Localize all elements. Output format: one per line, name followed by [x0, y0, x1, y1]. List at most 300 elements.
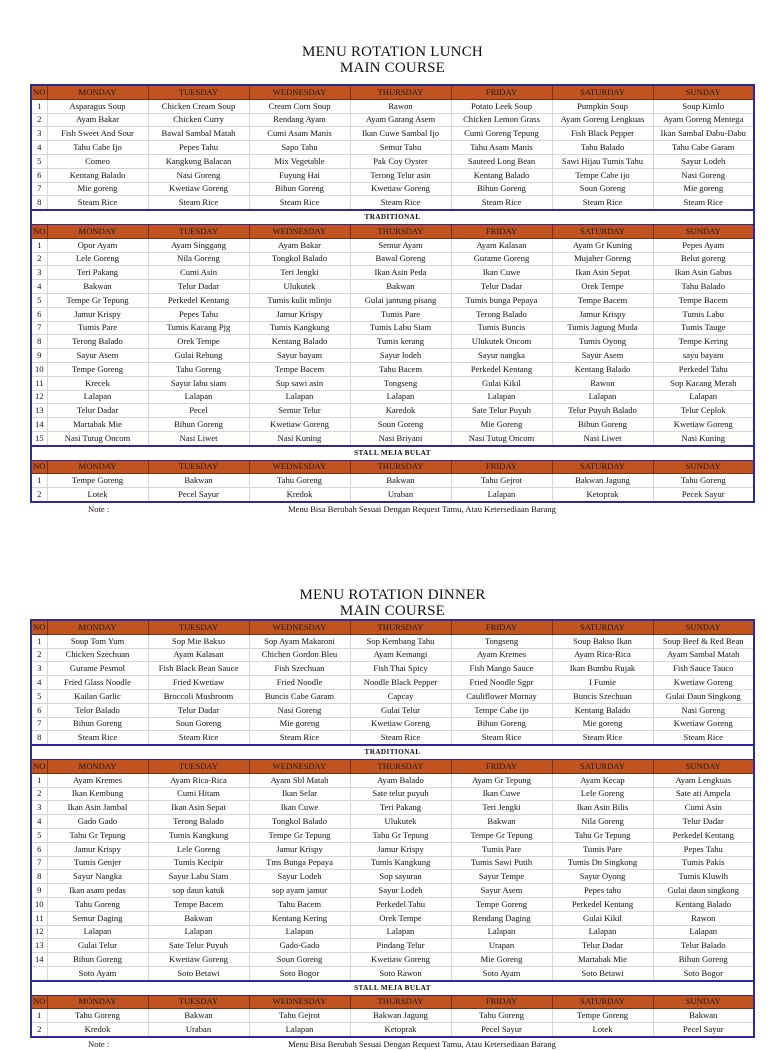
menu-cell: Sayur Lodeh: [653, 154, 754, 168]
table-row: [31, 362, 754, 376]
menu-cell: Tumis Pare: [552, 842, 653, 856]
lunch-title: MENU ROTATION LUNCH: [302, 44, 483, 60]
menu-cell: Tumis Kecipir: [148, 856, 249, 870]
menu-cell: Sapo Tahu: [249, 141, 350, 155]
menu-cell: Ayam Bakar: [47, 113, 148, 127]
menu-cell: Sop Mie Bakso: [148, 634, 249, 648]
col-header-friday: FRIDAY: [451, 620, 552, 634]
menu-cell: Perkedel Tahu: [653, 362, 754, 376]
menu-cell: Bihun Goreng: [249, 182, 350, 196]
menu-cell: Ikan Asin Jambal: [47, 801, 148, 815]
table-row: [31, 418, 754, 432]
menu-cell: Tahu Goreng: [451, 1009, 552, 1023]
menu-cell: Telur Dadar: [148, 280, 249, 294]
row-number: 3: [31, 266, 47, 280]
row-number: 7: [31, 321, 47, 335]
menu-cell: Ayam Rica-Rica: [552, 648, 653, 662]
menu-cell: Ayam Gr Kuning: [552, 238, 653, 252]
menu-cell: Steam Rice: [653, 196, 754, 210]
lunch-table: [30, 84, 755, 503]
table-row: [31, 154, 754, 168]
row-number: 2: [31, 113, 47, 127]
row-number: 9: [31, 349, 47, 363]
menu-cell: Steam Rice: [451, 196, 552, 210]
col-header-friday: FRIDAY: [451, 85, 552, 99]
menu-cell: Chicken Lemon Grass: [451, 113, 552, 127]
menu-cell: Chicken Szechuan: [47, 648, 148, 662]
dinner-title: MENU ROTATION DINNER: [299, 587, 486, 603]
table-row: [31, 870, 754, 884]
menu-cell: Bakwan: [350, 474, 451, 488]
menu-cell: Ulukutek: [350, 815, 451, 829]
menu-cell: Pumpkin Soup: [552, 99, 653, 113]
menu-cell: Nasi Tutug Oncom: [47, 431, 148, 445]
col-header-wednesday: WEDNESDAY: [249, 460, 350, 474]
menu-cell: Telur Dadar: [653, 815, 754, 829]
menu-cell: Ulukutek Oncom: [451, 335, 552, 349]
menu-cell: Tahu Bacem: [350, 362, 451, 376]
col-header-tuesday: TUESDAY: [148, 85, 249, 99]
menu-cell: Steam Rice: [552, 731, 653, 745]
menu-cell: Teri Pakang: [350, 801, 451, 815]
menu-cell: Pepes Tahu: [653, 842, 754, 856]
menu-cell: Bihun Goreng: [47, 953, 148, 967]
menu-cell: Buncis Cabe Garam: [249, 689, 350, 703]
table-row: [31, 773, 754, 787]
col-header-monday: MONDAY: [47, 460, 148, 474]
menu-cell: Soto Betawi: [552, 966, 653, 980]
col-header-wednesday: WEDNESDAY: [249, 620, 350, 634]
section-label: STALL MEJA BULAT: [31, 446, 754, 460]
section-row: [31, 210, 754, 224]
menu-cell: Bakwan: [148, 474, 249, 488]
menu-cell: Gado Gado: [47, 815, 148, 829]
table-row: [31, 648, 754, 662]
menu-cell: Tongkol Balado: [249, 252, 350, 266]
row-number: 2: [31, 648, 47, 662]
menu-cell: Cumi Asam Manis: [249, 127, 350, 141]
col-header-monday: MONDAY: [47, 85, 148, 99]
menu-cell: Pepes tahu: [552, 884, 653, 898]
menu-cell: Lotek: [552, 1023, 653, 1037]
row-number: [31, 966, 47, 980]
menu-cell: Tahu Goreng: [249, 474, 350, 488]
menu-cell: Ikan Selar: [249, 787, 350, 801]
menu-cell: Tempe Bacem: [148, 897, 249, 911]
row-number: 6: [31, 842, 47, 856]
table-row: [31, 731, 754, 745]
menu-cell: Terong Balado: [148, 815, 249, 829]
col-header-thursday: THURSDAY: [350, 759, 451, 773]
table-row: [31, 238, 754, 252]
menu-cell: Kwetiaw Goreng: [350, 953, 451, 967]
menu-cell: Terong Balado: [451, 307, 552, 321]
menu-cell: Ikan Cuwe: [451, 787, 552, 801]
row-number: 3: [31, 662, 47, 676]
menu-cell: Terong Balado: [47, 335, 148, 349]
menu-cell: Lalapan: [350, 390, 451, 404]
table-row: [31, 689, 754, 703]
menu-cell: Lalapan: [47, 390, 148, 404]
table-row: [31, 404, 754, 418]
section-label: TRADITIONAL: [31, 210, 754, 224]
header-row: [31, 759, 754, 773]
menu-cell: Kentang Balado: [451, 168, 552, 182]
row-number: 11: [31, 376, 47, 390]
menu-cell: Jamur Krispy: [47, 307, 148, 321]
menu-cell: Lalapan: [148, 925, 249, 939]
menu-cell: Tumis Sawi Putih: [451, 856, 552, 870]
menu-cell: Ayam Kalasan: [451, 238, 552, 252]
menu-cell: Tahu Cabe Ijo: [47, 141, 148, 155]
menu-cell: Lalapan: [148, 390, 249, 404]
menu-cell: Kwetiaw Goreng: [148, 182, 249, 196]
menu-cell: Ikan Bumbu Rujak: [552, 662, 653, 676]
menu-cell: Kentang Balado: [249, 335, 350, 349]
col-header-saturday: SATURDAY: [552, 224, 653, 238]
menu-cell: Telur Balado: [653, 939, 754, 953]
menu-cell: Kwetiaw Goreng: [350, 717, 451, 731]
menu-cell: Lalapan: [249, 1023, 350, 1037]
menu-cell: Tumis Oyong: [552, 335, 653, 349]
menu-cell: Bakwan: [47, 280, 148, 294]
header-row: [31, 85, 754, 99]
menu-cell: Sayur Tempe: [451, 870, 552, 884]
menu-cell: Tahu Goreng: [653, 474, 754, 488]
menu-cell: Mie goreng: [249, 717, 350, 731]
menu-cell: Lele Goreng: [148, 842, 249, 856]
menu-cell: Kangkung Balacan: [148, 154, 249, 168]
menu-cell: Bihun Goreng: [451, 182, 552, 196]
menu-cell: Ayam Kremes: [47, 773, 148, 787]
row-number: 6: [31, 703, 47, 717]
table-row: [31, 280, 754, 294]
menu-cell: Kentang Balado: [552, 362, 653, 376]
lunch-subtitle: MAIN COURSE: [339, 60, 446, 76]
menu-cell: Telur Ceplok: [653, 404, 754, 418]
menu-cell: Ayam Kalasan: [148, 648, 249, 662]
col-header-sunday: SUNDAY: [653, 85, 754, 99]
note-label: Note :: [88, 503, 110, 514]
menu-cell: Kwetiaw Goreng: [653, 717, 754, 731]
menu-cell: Martabak Mie: [47, 418, 148, 432]
menu-cell: Kwetiaw Goreng: [249, 418, 350, 432]
menu-cell: Ayam Gr Tepung: [451, 773, 552, 787]
menu-cell: Ikan Asin Peda: [350, 266, 451, 280]
table-row: [31, 662, 754, 676]
menu-cell: Tahu Goreng: [148, 362, 249, 376]
row-number: 4: [31, 676, 47, 690]
col-header-monday: MONDAY: [47, 224, 148, 238]
menu-cell: Sauteed Long Bean: [451, 154, 552, 168]
menu-cell: Ikan asam pedas: [47, 884, 148, 898]
menu-cell: Tahu Gejrot: [451, 474, 552, 488]
col-header-tuesday: TUESDAY: [148, 460, 249, 474]
menu-cell: Orek Tempe: [350, 911, 451, 925]
menu-cell: Sawi Hijau Tumis Tahu: [552, 154, 653, 168]
menu-cell: Steam Rice: [350, 731, 451, 745]
menu-cell: Bihun Goreng: [47, 717, 148, 731]
table-row: [31, 911, 754, 925]
menu-cell: Kentang Balado: [47, 168, 148, 182]
menu-cell: Perkedel Kentang: [552, 897, 653, 911]
menu-cell: Nasi Kuning: [653, 431, 754, 445]
col-header-tuesday: TUESDAY: [148, 995, 249, 1009]
menu-cell: Tempe Cabe ijo: [552, 168, 653, 182]
menu-cell: Bihun Goreng: [552, 418, 653, 432]
table-row: [31, 966, 754, 980]
table-row: [31, 390, 754, 404]
header-row: [31, 620, 754, 634]
table-row: [31, 717, 754, 731]
menu-cell: sop ayam jamur: [249, 884, 350, 898]
menu-cell: Rawon: [350, 99, 451, 113]
menu-cell: Tahu Gr Tepung: [350, 828, 451, 842]
menu-cell: Bawal Goreng: [350, 252, 451, 266]
menu-cell: Tumis Buncis: [451, 321, 552, 335]
menu-cell: Martabak Mie: [552, 953, 653, 967]
menu-cell: Tumis Kangkung: [350, 856, 451, 870]
col-header-tuesday: TUESDAY: [148, 224, 249, 238]
menu-cell: Sate Telur Puyuh: [148, 939, 249, 953]
menu-cell: Kwetiaw Goreng: [148, 953, 249, 967]
menu-cell: Sayur labu siam: [148, 376, 249, 390]
menu-cell: Semur Telur: [249, 404, 350, 418]
dinner-note: [30, 1038, 755, 1050]
row-number: 5: [31, 828, 47, 842]
note-text: Menu Bisa Berubah Sesuai Dengan Request Tamu, Atau Ketersediaan Barang: [288, 503, 556, 514]
row-number: 1: [31, 634, 47, 648]
menu-cell: Pecel Sayur: [451, 1023, 552, 1037]
col-header-no: NO: [31, 759, 47, 773]
menu-cell: Lotek: [47, 488, 148, 502]
menu-cell: Ayam Bakar: [249, 238, 350, 252]
dinner-menu: [30, 583, 755, 1050]
menu-cell: Ayam Goreng Lengkuas: [552, 113, 653, 127]
row-number: 8: [31, 870, 47, 884]
dinner-table: [30, 619, 755, 1038]
menu-cell: Ikan Asin Bilis: [552, 801, 653, 815]
menu-cell: Rendang Ayam: [249, 113, 350, 127]
menu-cell: Nasi Goreng: [148, 168, 249, 182]
col-header-thursday: THURSDAY: [350, 460, 451, 474]
row-number: 1: [31, 773, 47, 787]
table-row: [31, 252, 754, 266]
menu-cell: Semur Ayam: [350, 238, 451, 252]
menu-cell: Pecel: [148, 404, 249, 418]
menu-cell: Kwetiaw Goreng: [350, 182, 451, 196]
table-row: [31, 842, 754, 856]
menu-cell: Karedok: [350, 404, 451, 418]
menu-cell: Gurame Pesmol: [47, 662, 148, 676]
row-number: 6: [31, 168, 47, 182]
col-header-monday: MONDAY: [47, 995, 148, 1009]
col-header-saturday: SATURDAY: [552, 995, 653, 1009]
menu-cell: Sate ati Ampela: [653, 787, 754, 801]
row-number: 14: [31, 953, 47, 967]
menu-cell: Soto Bogor: [653, 966, 754, 980]
menu-cell: Fish Sauce Tauco: [653, 662, 754, 676]
menu-cell: Krecek: [47, 376, 148, 390]
menu-cell: Ayam Balado: [350, 773, 451, 787]
menu-cell: Kwetiaw Goreng: [653, 676, 754, 690]
row-number: 8: [31, 731, 47, 745]
col-header-no: NO: [31, 85, 47, 99]
menu-cell: Uraban: [148, 1023, 249, 1037]
menu-cell: Teri Jengki: [451, 801, 552, 815]
menu-cell: Sayur Lodeh: [350, 884, 451, 898]
menu-cell: Tempe Goreng: [552, 1009, 653, 1023]
menu-cell: Cream Corn Soup: [249, 99, 350, 113]
menu-cell: Soup Kimlo: [653, 99, 754, 113]
menu-cell: Mie goreng: [552, 717, 653, 731]
menu-cell: Bawal Sambal Matah: [148, 127, 249, 141]
col-header-monday: MONDAY: [47, 620, 148, 634]
col-header-monday: MONDAY: [47, 759, 148, 773]
menu-cell: Pepes Tahu: [148, 307, 249, 321]
table-row: [31, 787, 754, 801]
row-number: 5: [31, 293, 47, 307]
menu-cell: Nasi Tutug Oncom: [451, 431, 552, 445]
row-number: 12: [31, 390, 47, 404]
menu-cell: Rendang Daging: [451, 911, 552, 925]
note-label: Note :: [88, 1038, 110, 1049]
menu-cell: Soto Ayam: [47, 966, 148, 980]
menu-cell: Sup sawi asin: [249, 376, 350, 390]
menu-cell: Soto Rawon: [350, 966, 451, 980]
col-header-sunday: SUNDAY: [653, 759, 754, 773]
menu-cell: Tumis kulit mlinjo: [249, 293, 350, 307]
col-header-friday: FRIDAY: [451, 995, 552, 1009]
menu-cell: Nila Goreng: [552, 815, 653, 829]
menu-cell: Soto Bogor: [249, 966, 350, 980]
menu-cell: Bihun Goreng: [148, 418, 249, 432]
table-row: [31, 335, 754, 349]
col-header-no: NO: [31, 224, 47, 238]
menu-cell: Tumis Kangkung: [148, 828, 249, 842]
dinner-subtitle: MAIN COURSE: [339, 603, 446, 619]
header-row: [31, 995, 754, 1009]
menu-cell: Chichen Gordon Bleu: [249, 648, 350, 662]
menu-cell: Ayam Sbl Matah: [249, 773, 350, 787]
menu-cell: Gulai Kikil: [451, 376, 552, 390]
menu-cell: Gulai jantung pisang: [350, 293, 451, 307]
menu-cell: Sate telur puyuh: [350, 787, 451, 801]
row-number: 12: [31, 925, 47, 939]
menu-cell: Cumi Goreng Tepung: [451, 127, 552, 141]
col-header-no: NO: [31, 620, 47, 634]
row-number: 15: [31, 431, 47, 445]
menu-cell: Noodle Black Pepper: [350, 676, 451, 690]
menu-cell: Sayur Asem: [47, 349, 148, 363]
menu-cell: Perkedel Kentang: [451, 362, 552, 376]
col-header-friday: FRIDAY: [451, 224, 552, 238]
menu-cell: Tempe Bacem: [552, 293, 653, 307]
col-header-wednesday: WEDNESDAY: [249, 995, 350, 1009]
menu-cell: Mujaher Goreng: [552, 252, 653, 266]
menu-cell: Tempe Gr Tepung: [47, 293, 148, 307]
menu-cell: Kentang Balado: [653, 897, 754, 911]
menu-cell: Sop Kacang Merah: [653, 376, 754, 390]
menu-cell: Lalapan: [451, 390, 552, 404]
menu-cell: Ikan Kembung: [47, 787, 148, 801]
menu-cell: Tempe Goreng: [47, 474, 148, 488]
menu-cell: Lalapan: [653, 925, 754, 939]
menu-cell: Mie Goreng: [451, 953, 552, 967]
menu-cell: Steam Rice: [653, 731, 754, 745]
menu-cell: Tahu Gr Tepung: [552, 828, 653, 842]
menu-cell: Ikan Cuwe: [451, 266, 552, 280]
menu-cell: Nasi Briyani: [350, 431, 451, 445]
table-row: [31, 939, 754, 953]
menu-cell: Ulukutek: [249, 280, 350, 294]
menu-cell: Lalapan: [653, 390, 754, 404]
section-label: TRADITIONAL: [31, 745, 754, 759]
table-row: [31, 196, 754, 210]
menu-cell: Fish Thai Spicy: [350, 662, 451, 676]
menu-cell: I Fumie: [552, 676, 653, 690]
menu-cell: Soup Tom Yum: [47, 634, 148, 648]
menu-cell: Soun Goreng: [148, 717, 249, 731]
row-number: 1: [31, 238, 47, 252]
menu-cell: Tumis Kangkung: [249, 321, 350, 335]
menu-cell: Bakwan Jagung: [350, 1009, 451, 1023]
menu-cell: Tumis Genjer: [47, 856, 148, 870]
menu-cell: Kwetiaw Goreng: [653, 418, 754, 432]
menu-cell: Mie goreng: [47, 182, 148, 196]
menu-cell: Sayur Labu Siam: [148, 870, 249, 884]
col-header-wednesday: WEDNESDAY: [249, 85, 350, 99]
menu-cell: Sayur Oyong: [552, 870, 653, 884]
menu-cell: Chicken Cream Soup: [148, 99, 249, 113]
row-number: 4: [31, 141, 47, 155]
menu-cell: Sop Kembang Tahu: [350, 634, 451, 648]
menu-cell: Tahu Goreng: [47, 897, 148, 911]
menu-cell: Sayur Nangka: [47, 870, 148, 884]
row-number: 4: [31, 280, 47, 294]
menu-cell: Tumis Jagung Muda: [552, 321, 653, 335]
menu-cell: Tempe Gr Tepung: [249, 828, 350, 842]
menu-cell: Cumi Asin: [653, 801, 754, 815]
table-row: [31, 474, 754, 488]
menu-cell: Comeo: [47, 154, 148, 168]
col-header-wednesday: WEDNESDAY: [249, 759, 350, 773]
section-row: [31, 745, 754, 759]
row-number: 10: [31, 897, 47, 911]
menu-cell: Teri Jengki: [249, 266, 350, 280]
menu-cell: Steam Rice: [148, 196, 249, 210]
table-row: [31, 113, 754, 127]
table-row: [31, 801, 754, 815]
menu-cell: Fish Mango Sauce: [451, 662, 552, 676]
lunch-menu: [30, 0, 755, 515]
menu-cell: Tumis Pakis: [653, 856, 754, 870]
menu-cell: Gulai Kikil: [552, 911, 653, 925]
menu-cell: Telur Puyuh Balado: [552, 404, 653, 418]
table-row: [31, 488, 754, 502]
menu-cell: Telor Balado: [47, 703, 148, 717]
menu-cell: Pecek Sayur: [653, 488, 754, 502]
menu-cell: Sayur Asem: [552, 349, 653, 363]
row-number: 5: [31, 154, 47, 168]
menu-cell: Gulai Telur: [47, 939, 148, 953]
menu-cell: Tumis kerang: [350, 335, 451, 349]
menu-cell: Nasi Liwet: [552, 431, 653, 445]
menu-cell: Perkedel Kentang: [653, 828, 754, 842]
row-number: 1: [31, 1009, 47, 1023]
menu-cell: Steam Rice: [451, 731, 552, 745]
menu-cell: Perkedel Tahu: [350, 897, 451, 911]
